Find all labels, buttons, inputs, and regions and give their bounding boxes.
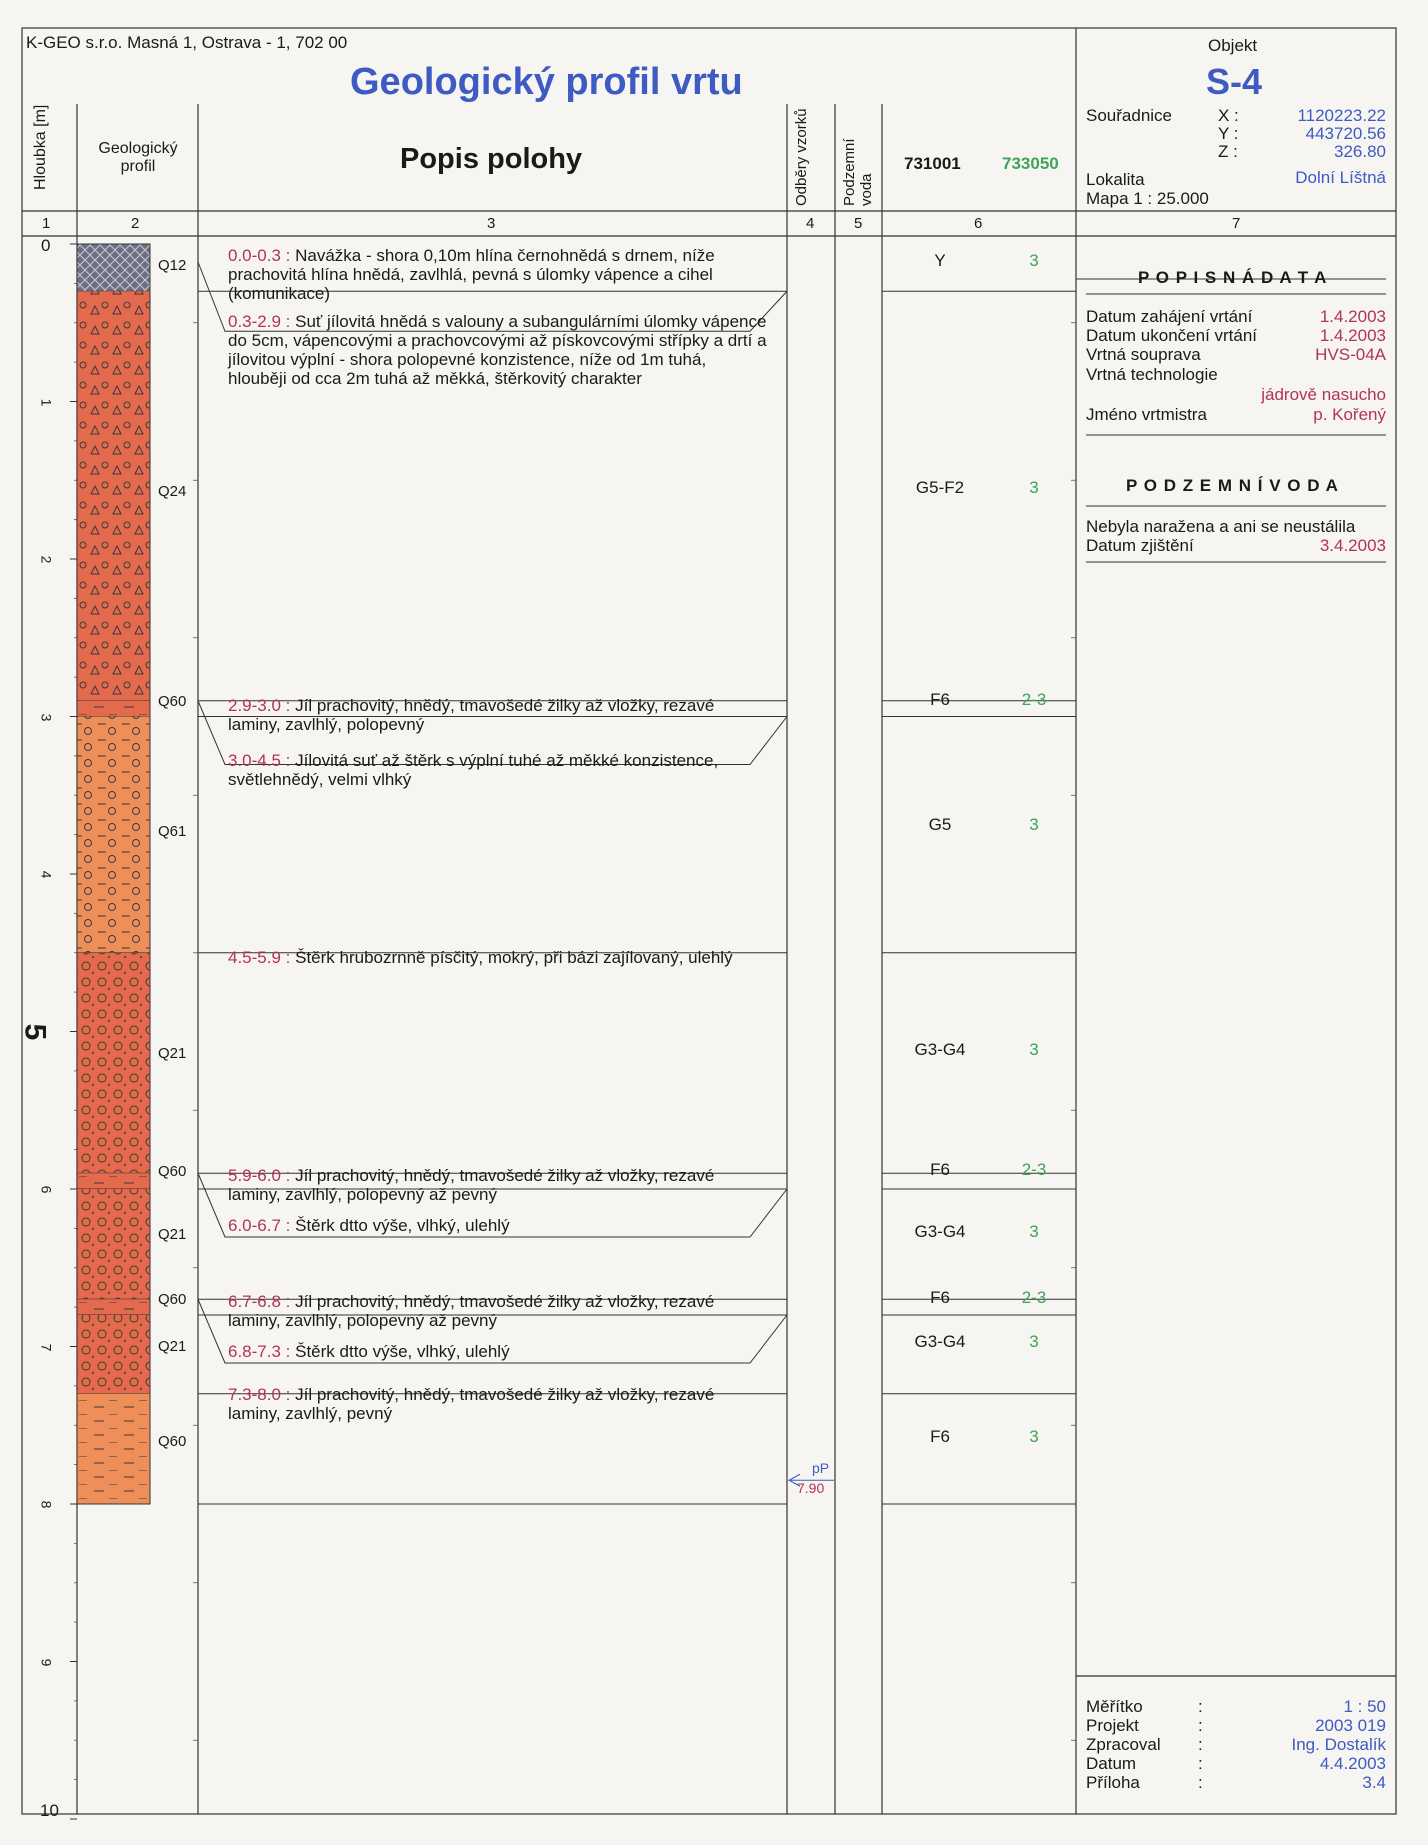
soil-class-number: 2-3 xyxy=(1021,1288,1047,1307)
soil-class: Y xyxy=(934,251,946,270)
soil-class: G3-G4 xyxy=(914,1332,966,1351)
layer-code: Q21 xyxy=(158,1045,187,1062)
description-column-header: Popis polohy xyxy=(400,143,583,175)
depth-label: 4 xyxy=(38,870,55,879)
col-number-1: 1 xyxy=(42,215,51,232)
y-value: 443720.56 xyxy=(1305,124,1386,143)
layer-depth-range: 0.0-0.3 xyxy=(228,246,281,265)
layer-text: Jílovitá suť až štěrk s výplní tuhé až měkké konzistence, světlehnědý, velmi vlhký xyxy=(228,751,719,789)
col-number-4: 4 xyxy=(806,215,815,232)
depth-label: 7 xyxy=(38,1343,55,1351)
layer-description xyxy=(228,696,768,734)
footer-attachment-label: Příloha xyxy=(1086,1773,1140,1792)
layer-description xyxy=(228,246,768,303)
map-scale: Mapa 1 : 25.000 xyxy=(1086,189,1209,208)
depth-label: 1 xyxy=(38,398,55,406)
depth-label: 10 xyxy=(40,1801,59,1820)
technology-value: jádrově nasucho xyxy=(1261,385,1386,404)
layer-code: Q60 xyxy=(158,1291,187,1308)
profile-layer-pattern xyxy=(77,244,150,291)
footer-project-value: 2003 019 xyxy=(1315,1716,1386,1735)
layer-text: Štěrk dtto výše, vlhký, ulehlý xyxy=(295,1342,510,1361)
layer-depth-range: 2.9-3.0 xyxy=(228,696,281,715)
locality-label: Lokalita xyxy=(1086,170,1145,189)
soil-class-number: 3 xyxy=(1029,815,1039,834)
depth-label: 2 xyxy=(38,555,55,564)
soil-class: G5-F2 xyxy=(915,478,965,497)
soil-class-number: 3 xyxy=(1029,1040,1039,1059)
footer-separator: : xyxy=(1198,1697,1203,1716)
col-number-3: 3 xyxy=(487,215,496,232)
code-header-731001: 731001 xyxy=(904,154,961,173)
soil-class: F6 xyxy=(930,690,950,709)
layer-depth-separator: : xyxy=(280,1166,296,1185)
layer-depth-separator: : xyxy=(280,246,296,265)
depth-column-header: Hloubka [m] xyxy=(32,104,49,190)
soil-class-number: 3 xyxy=(1029,1332,1039,1351)
layer-text: Jíl prachovitý, hnědý, tmavošedé žilky až vložky, rezavé laminy, zavlhlý, polopevný až pevný xyxy=(228,1166,715,1204)
soil-class-number: 2-3 xyxy=(1021,1160,1047,1179)
layer-depth-range: 7.3-8.0 xyxy=(228,1385,281,1404)
z-label: Z : xyxy=(1218,142,1238,161)
soil-class-number: 2-3 xyxy=(1021,690,1047,709)
layer-code: Q60 xyxy=(158,1433,187,1450)
rig-value: HVS-04A xyxy=(1315,345,1386,364)
footer-attachment-value: 3.4 xyxy=(1362,1773,1386,1792)
layer-code: Q24 xyxy=(158,483,187,500)
z-value: 326.80 xyxy=(1334,142,1386,161)
layer-description xyxy=(228,1292,768,1330)
footer-date-label: Datum xyxy=(1086,1754,1137,1773)
footer-separator: : xyxy=(1198,1716,1203,1735)
water-level-depth: 7.90 xyxy=(797,1480,825,1497)
detection-date-value: 3.4.2003 xyxy=(1319,536,1386,555)
layer-depth-separator: : xyxy=(280,1292,296,1311)
profile-layer-pattern xyxy=(77,1315,150,1394)
footer-separator: : xyxy=(1198,1735,1203,1754)
layer-depth-range: 5.9-6.0 xyxy=(228,1166,281,1185)
profile-layer-pattern xyxy=(77,701,150,717)
soil-class: G3-G4 xyxy=(914,1040,966,1059)
company-address: K-GEO s.r.o. Masná 1, Ostrava - 1, 702 00 xyxy=(26,33,348,52)
layer-depth-separator: : xyxy=(280,696,296,715)
layer-depth-range: 0.3-2.9 xyxy=(228,312,281,331)
depth-label: 6 xyxy=(38,1185,55,1194)
layer-depth-range: 6.0-6.7 xyxy=(228,1216,281,1235)
layer-depth-range: 4.5-5.9 xyxy=(228,948,281,967)
soil-class: F6 xyxy=(930,1288,950,1307)
layer-depth-range: 6.7-6.8 xyxy=(228,1292,281,1311)
footer-separator: : xyxy=(1198,1754,1203,1773)
layer-description xyxy=(228,1166,768,1204)
layer-text: Štěrk dtto výše, vlhký, ulehlý xyxy=(295,1216,510,1235)
layer-text: Štěrk hrubozrnně písčitý, mokrý, při bázi zajílovaný, ulehlý xyxy=(295,948,733,967)
profile-layer-pattern xyxy=(77,1299,150,1315)
driller-label: Jméno vrtmistra xyxy=(1086,405,1207,424)
x-label: X : xyxy=(1218,106,1239,125)
driller-value: p. Kořený xyxy=(1313,405,1386,424)
water-level-label: pP xyxy=(812,1460,830,1477)
layer-text: Navážka - shora 0,10m hlína černohnědá s drnem, níže prachovitá hlína hnědá, zavlhlá, pevná s úlomky vápence a cihel (komunikace) xyxy=(228,246,715,303)
footer-date-value: 4.4.2003 xyxy=(1319,1754,1386,1773)
footer-scale-label: Měřítko xyxy=(1086,1697,1143,1716)
layer-description xyxy=(228,312,768,388)
layer-code: Q60 xyxy=(158,693,187,710)
soil-class-number: 3 xyxy=(1029,478,1039,497)
layer-description xyxy=(228,948,768,967)
footer-author-label: Zpracoval xyxy=(1086,1735,1161,1754)
start-date-value: 1.4.2003 xyxy=(1319,307,1386,326)
layer-description xyxy=(228,751,768,789)
profile-layer-pattern xyxy=(77,953,150,1174)
layer-code: Q12 xyxy=(158,257,187,274)
x-value: 1120223.22 xyxy=(1297,106,1386,125)
layer-text: Jíl prachovitý, hnědý, tmavošedé žilky až vložky, rezavé laminy, zavlhlý, polopevný xyxy=(228,696,715,734)
col-number-7: 7 xyxy=(1232,215,1241,232)
end-date-value: 1.4.2003 xyxy=(1319,326,1386,345)
soil-class: G5 xyxy=(928,815,952,834)
soil-class-number: 3 xyxy=(1029,1222,1039,1241)
depth-label: 5 xyxy=(18,1023,52,1040)
groundwater-column-header: Podzemní voda xyxy=(841,138,875,206)
soil-class: F6 xyxy=(930,1427,950,1446)
groundwater-heading: P O D Z E M N Í V O D A xyxy=(1126,476,1339,495)
technology-label: Vrtná technologie xyxy=(1086,365,1218,384)
col-number-5: 5 xyxy=(854,215,863,232)
layer-depth-range: 3.0-4.5 xyxy=(228,751,281,770)
layer-text: Suť jílovitá hnědá s valouny a subangulárními úlomky vápence do 5cm, vápencovými a prachovcovými až pískovcovými střípky a drtí a jílovitou výplní - shora polopevné konzistence, níže od 1m tuhá, hlouběji od cca 2m tuhá až měkká, štěrkovitý charakter xyxy=(228,312,767,388)
locality-value: Dolní Líštná xyxy=(1295,168,1386,187)
object-id: S-4 xyxy=(1206,61,1263,102)
popisna-data-heading: P O P I S N Á D A T A xyxy=(1138,268,1328,287)
code-header-733050: 733050 xyxy=(1002,154,1059,173)
layer-text: Jíl prachovitý, hnědý, tmavošedé žilky až vložky, rezavé laminy, zavlhlý, pevný xyxy=(228,1385,715,1423)
detection-date-label: Datum zjištění xyxy=(1086,536,1194,555)
depth-label: 3 xyxy=(38,713,55,721)
col-number-6: 6 xyxy=(974,215,983,232)
depth-label: 8 xyxy=(38,1500,55,1509)
layer-depth-separator: : xyxy=(280,312,296,331)
profile-layer-pattern xyxy=(77,1394,150,1504)
layer-text: Jíl prachovitý, hnědý, tmavošedé žilky až vložky, rezavé laminy, zavlhlý, polopevný až pevný xyxy=(228,1292,715,1330)
layer-code: Q21 xyxy=(158,1338,187,1355)
depth-label: 0 xyxy=(41,236,51,255)
profile-layer-pattern xyxy=(77,1189,150,1299)
page-title: Geologický profil vrtu xyxy=(350,61,743,103)
footer-project-label: Projekt xyxy=(1086,1716,1139,1735)
layer-code: Q60 xyxy=(158,1163,187,1180)
layer-depth-separator: : xyxy=(280,948,296,967)
layer-depth-separator: : xyxy=(280,1216,296,1235)
depth-label: 9 xyxy=(38,1658,55,1666)
object-label: Objekt xyxy=(1208,36,1258,55)
layer-code: Q21 xyxy=(158,1226,187,1243)
soil-class: F6 xyxy=(930,1160,950,1179)
soil-class-number: 3 xyxy=(1029,251,1039,270)
end-date-label: Datum ukončení vrtání xyxy=(1086,326,1258,345)
geological-profile-column xyxy=(77,244,150,1504)
footer-author-value: Ing. Dostalík xyxy=(1291,1735,1386,1754)
coords-label: Souřadnice xyxy=(1086,106,1173,125)
profile-layer-pattern xyxy=(77,1173,150,1189)
layer-description xyxy=(228,1385,768,1423)
layer-depth-separator: : xyxy=(280,1342,296,1361)
layer-code: Q61 xyxy=(158,823,187,840)
col-number-2: 2 xyxy=(131,215,140,232)
rig-label: Vrtná souprava xyxy=(1086,345,1201,364)
y-label: Y : xyxy=(1218,124,1239,143)
samples-column-header: Odběry vzorků xyxy=(793,108,810,206)
layer-description xyxy=(228,1342,768,1361)
soil-class: G3-G4 xyxy=(914,1222,966,1241)
start-date-label: Datum zahájení vrtání xyxy=(1086,307,1253,326)
soil-class-number: 3 xyxy=(1029,1427,1039,1446)
profile-column-header: Geologický profil xyxy=(98,140,178,175)
layer-depth-separator: : xyxy=(280,1385,296,1404)
groundwater-text: Nebyla naražena a ani se neustálila xyxy=(1086,517,1356,536)
layer-depth-separator: : xyxy=(280,751,296,770)
layer-description xyxy=(228,1216,768,1235)
footer-separator: : xyxy=(1198,1773,1203,1792)
profile-layer-pattern xyxy=(77,291,150,701)
layer-depth-range: 6.8-7.3 xyxy=(228,1342,281,1361)
footer-scale-value: 1 : 50 xyxy=(1343,1697,1386,1716)
profile-layer-pattern xyxy=(77,717,150,953)
